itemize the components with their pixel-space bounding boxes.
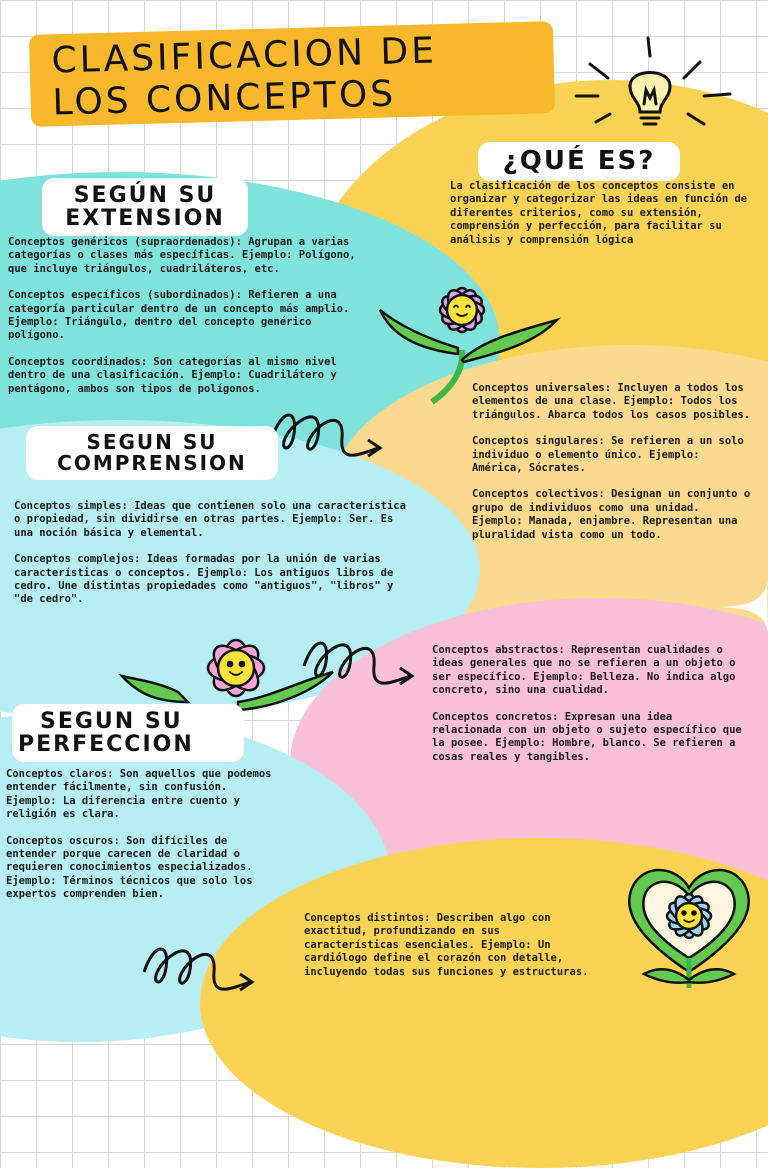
oscuros-paragraph: Conceptos oscuros: Son difíciles de entender porque carecen de claridad o requieren conocimientos especializados. Ejemplo: Términos técnicos que solo los expertos comprenden bien.	[6, 834, 253, 901]
title-line-2: LOS CONCEPTOS	[52, 73, 397, 124]
curly-arrow-icon	[268, 408, 388, 468]
perfeccion-heading-line-1: SEGUN SU	[40, 709, 183, 734]
comprension-heading-line-1: SEGUN SU	[86, 430, 218, 454]
comprension-heading	[26, 426, 278, 480]
universales-paragraph: Conceptos universales: Incluyen a todos los elementos de una clase. Ejemplo: Todos los triángulos. Abarca todos los casos posibles.	[472, 382, 751, 421]
extension-heading-line-1: SEGÚN SU	[73, 183, 217, 208]
heart-flower-icon	[614, 862, 764, 992]
comprension-right-text	[432, 644, 744, 777]
comprension-heading-line-2: COMPRENSION	[57, 451, 247, 475]
que-es-heading: ¿QUÉ ES?	[478, 142, 680, 181]
perfeccion-heading-line-2: PERFECCION	[18, 732, 194, 758]
claros-paragraph: Conceptos claros: Son aquellos que podemos entender fácilmente, sin confusión. Ejemplo: La diferencia entre cuento y religión es clara.	[6, 768, 272, 821]
comprension-text	[14, 500, 406, 620]
extension-paragraph-1: Conceptos genéricos (supraordenados): Agrupan a varias categorías o clases más específicas. Ejemplo: Polígono, que incluye triángulos, cuadriláteros, etc.	[8, 236, 356, 275]
simples-paragraph: Conceptos simples: Ideas que contienen solo una característica o propiedad, sin dividirse en otras partes. Ejemplo: Ser. Es una noción básica y elemental.	[14, 500, 406, 539]
sparkle-icon	[718, 582, 768, 632]
page-title	[51, 27, 553, 124]
complejos-paragraph: Conceptos complejos: Ideas formadas por la unión de varias características o conceptos. Ejemplo: Los antiguos libros de cedro. Une distintas propiedades como "antiguos", "libros" y "de cedro".	[14, 553, 394, 606]
que-es-text	[450, 180, 762, 260]
concretos-paragraph: Conceptos concretos: Expresan una idea relacionada con un objeto o sujeto específico que la posee. Ejemplo: Hombre, blanco. Se refieren a cosas reales y tangibles.	[432, 710, 742, 763]
extension-text	[8, 236, 370, 409]
extension-paragraph-2: Conceptos específicos (subordinados): Refieren a una categoría particular dentro de un concepto más amplio. Ejemplo: Triángulo, dentro del concepto genérico polígono.	[8, 289, 350, 342]
perfeccion-text	[6, 768, 278, 915]
extension-paragraph-3: Conceptos coordinados: Son categorías al mismo nivel dentro de una clasificación. Ejemplo: Cuadrilátero y pentágono, ambos son tipos de polígonos.	[8, 355, 337, 395]
extension-heading	[42, 178, 248, 236]
abstractos-paragraph: Conceptos abstractos: Representan cualidades o ideas generales que no se refieren a un objeto o ser específico. Ejemplo: Belleza. No indica algo concreto, sino una cualidad.	[432, 644, 736, 697]
colectivos-paragraph: Conceptos colectivos: Designan un conjunto o grupo de individuos como una unidad. Ejemplo: Manada, enjambre. Representan una pluralidad vista como un todo.	[472, 488, 751, 541]
singulares-paragraph: Conceptos singulares: Se refieren a un solo individuo o elemento único. Ejemplo: América, Sócrates.	[472, 435, 744, 475]
distintos-paragraph: Conceptos distintos: Describen algo con exactitud, profundizando en sus características esenciales. Ejemplo: Un cardiólogo define el corazón con detalle, incluyendo todas sus funciones y estructuras.	[304, 912, 589, 978]
perfeccion-heading	[12, 704, 244, 762]
curly-arrow-icon-3	[140, 942, 260, 1002]
extension-heading-line-2: EXTENSION	[65, 206, 225, 232]
curly-arrow-icon-2	[300, 636, 420, 696]
que-es-paragraph: La clasificación de los conceptos consiste en organizar y categorizar las ideas en función de diferentes criterios, como su extensión, comprensión y perfección, para facilitar su análisis y comprensión lógica	[450, 180, 748, 246]
lightbulb-icon	[570, 34, 740, 144]
extension-right-text	[472, 382, 756, 555]
perfeccion-right-text	[304, 912, 594, 992]
title-line-1: CLASIFICACION DE	[50, 30, 438, 82]
